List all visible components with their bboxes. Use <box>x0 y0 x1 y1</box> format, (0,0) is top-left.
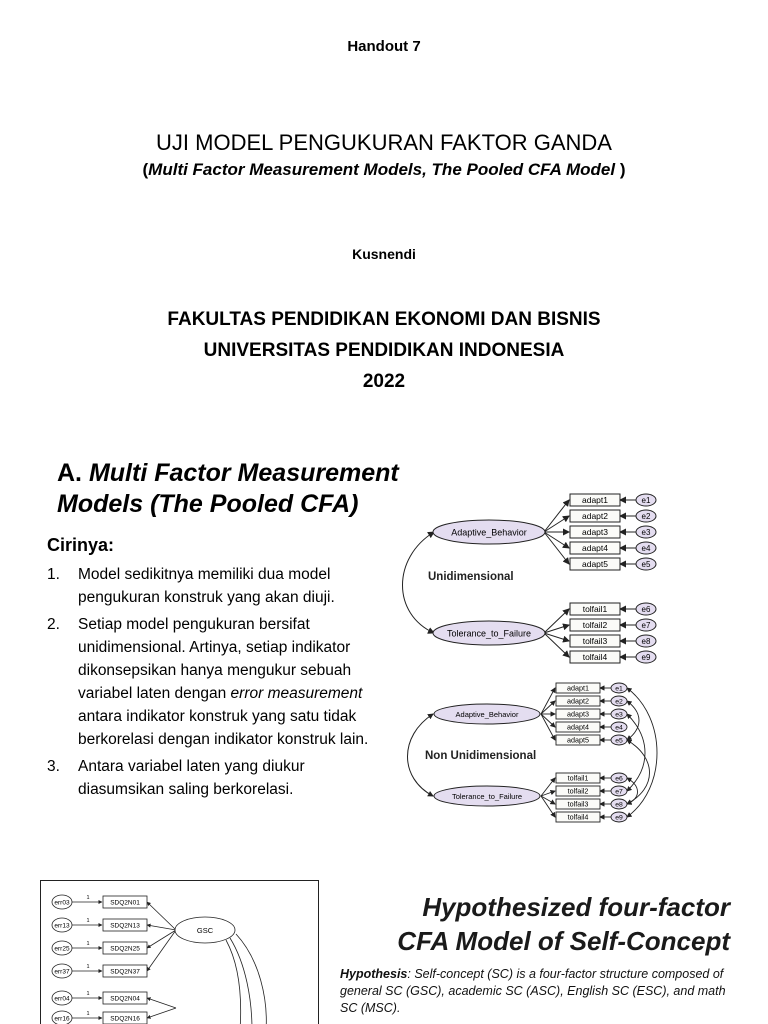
hypothesis-title-line2: CFA Model of Self-Concept <box>397 926 730 956</box>
error-label: e8 <box>615 801 623 809</box>
page-subtitle <box>0 160 768 180</box>
list-number: 1. <box>47 566 60 583</box>
path-label: 1 <box>86 964 90 970</box>
error-label: e9 <box>641 653 651 662</box>
path-label: 1 <box>86 895 90 901</box>
indicator-label: adapt5 <box>567 735 589 745</box>
list-text: Antara variabel laten yang diukur diasumsikan saling berkorelasi. <box>78 758 305 798</box>
indicator-label: adapt3 <box>567 709 589 719</box>
diagram-label-non-unidimensional: Non Unidimensional <box>425 750 537 762</box>
indicator-label: tolfail1 <box>567 773 589 783</box>
indicator-label: adapt1 <box>582 495 608 505</box>
section-a-title-line1: Multi Factor Measurement <box>88 459 399 487</box>
hypothesis-title <box>397 890 730 958</box>
indicator-label: adapt4 <box>582 543 608 553</box>
error-label: err13 <box>54 922 70 930</box>
latent-label: Adaptive_Behavior <box>451 527 527 538</box>
list-text: Model sedikitnya memiliki dua model pengukuran konstruk yang akan diuji. <box>78 566 335 606</box>
hypothesis-text <box>340 966 740 1017</box>
error-label: err04 <box>54 995 70 1003</box>
path-label: 1 <box>86 941 90 947</box>
path-label: 1 <box>86 1011 90 1017</box>
list-text-a: Setiap model pengukuran bersifat unidimensional. Artinya, setiap indikator dikonsepsikan hanya mengukur sebuah variabel laten dengan <box>78 616 352 702</box>
error-label: e7 <box>641 621 651 630</box>
page-title: UJI MODEL PENGUKURAN FAKTOR GANDA <box>156 130 612 155</box>
indicator-label: tolfail4 <box>582 652 608 662</box>
error-label: err03 <box>54 899 70 907</box>
error-label: e6 <box>641 605 651 614</box>
latent-label: Tolerance_to_Failure <box>446 628 532 639</box>
list-item <box>47 563 377 609</box>
diagram-label-unidimensional: Unidimensional <box>428 571 514 583</box>
path-label: 1 <box>86 991 90 997</box>
error-label: e7 <box>615 788 623 796</box>
list-number: 3. <box>47 758 60 775</box>
subtitle-italic: Multi Factor Measurement Models, The Pooled CFA Model <box>148 160 616 179</box>
section-a-prefix: A. <box>57 459 89 487</box>
error-label: e8 <box>641 637 651 646</box>
indicator-label: adapt4 <box>567 722 589 732</box>
subtitle-close: ) <box>615 160 626 179</box>
indicator-label: tolfail2 <box>582 620 608 630</box>
criteria-list <box>47 563 377 805</box>
indicator-label: tolfail3 <box>567 799 589 809</box>
institution-faculty: FAKULTAS PENDIDIKAN EKONOMI DAN BISNIS <box>167 309 601 330</box>
hypothesis-body: : Self-concept (SC) is a four-factor structure composed of general SC (GSC), academic SC (ASC), English SC (ESC), and math SC (MSC). <box>340 967 726 1015</box>
diagram-self-concept <box>40 880 320 1024</box>
error-label: e3 <box>615 711 623 719</box>
list-text-italic: error measurement <box>230 685 363 702</box>
error-label: e1 <box>641 496 651 505</box>
indicator-label: SDQ2N25 <box>110 945 140 953</box>
indicator-label: adapt1 <box>567 683 589 693</box>
indicator-label: SDQ2N16 <box>110 1015 140 1023</box>
error-label: e4 <box>641 544 651 553</box>
error-label: e3 <box>641 528 651 537</box>
indicator-label: tolfail2 <box>567 786 589 796</box>
indicator-label: adapt3 <box>582 527 608 537</box>
indicator-label: SDQ2N13 <box>110 922 140 930</box>
institution-university: UNIVERSITAS PENDIDIKAN INDONESIA <box>203 340 565 361</box>
error-label: err37 <box>54 968 70 976</box>
error-label: err16 <box>54 1015 70 1023</box>
error-label: e5 <box>641 560 651 569</box>
path-label: 1 <box>86 918 90 924</box>
cirinya-heading: Cirinya: <box>47 535 115 555</box>
indicator-label: tolfail1 <box>582 604 608 614</box>
indicator-label: adapt5 <box>582 559 608 569</box>
latent-label: Adaptive_Behavior <box>455 710 519 719</box>
hypothesis-title-line1: Hypothesized four-factor <box>422 892 730 922</box>
author-name: Kusnendi <box>352 246 416 262</box>
diagram-non-unidimensional <box>405 678 768 828</box>
list-text-b: antara indikator konstruk yang satu tidak berkorelasi dengan indikator konstruk lain. <box>78 708 369 748</box>
error-label: e6 <box>615 775 623 783</box>
error-label: e2 <box>641 512 651 521</box>
indicator-label: tolfail4 <box>567 812 589 822</box>
institution-year: 2022 <box>362 371 406 392</box>
handout-label: Handout 7 <box>347 38 421 55</box>
diagram-unidimensional <box>398 488 768 668</box>
error-label: e5 <box>615 737 623 745</box>
error-label: e4 <box>615 724 623 732</box>
latent-label: GSC <box>196 926 214 935</box>
error-label: e2 <box>615 698 623 706</box>
list-item <box>47 755 377 801</box>
indicator-label: SDQ2N01 <box>110 899 140 907</box>
error-label: e1 <box>615 685 623 693</box>
list-number: 2. <box>47 616 60 633</box>
list-item <box>47 613 377 751</box>
subtitle-open: ( <box>142 160 149 179</box>
error-label: e9 <box>615 814 623 822</box>
indicator-label: SDQ2N04 <box>110 995 140 1003</box>
latent-label: Tolerance_to_Failure <box>451 792 523 801</box>
section-a-heading <box>57 458 427 520</box>
indicator-label: adapt2 <box>567 696 589 706</box>
indicator-label: SDQ2N37 <box>110 968 140 976</box>
indicator-label: adapt2 <box>582 511 608 521</box>
indicator-label: tolfail3 <box>582 636 608 646</box>
hypothesis-label: Hypothesis <box>340 967 408 981</box>
error-label: err25 <box>54 945 70 953</box>
section-a-title-line2: Models (The Pooled CFA) <box>57 490 359 518</box>
